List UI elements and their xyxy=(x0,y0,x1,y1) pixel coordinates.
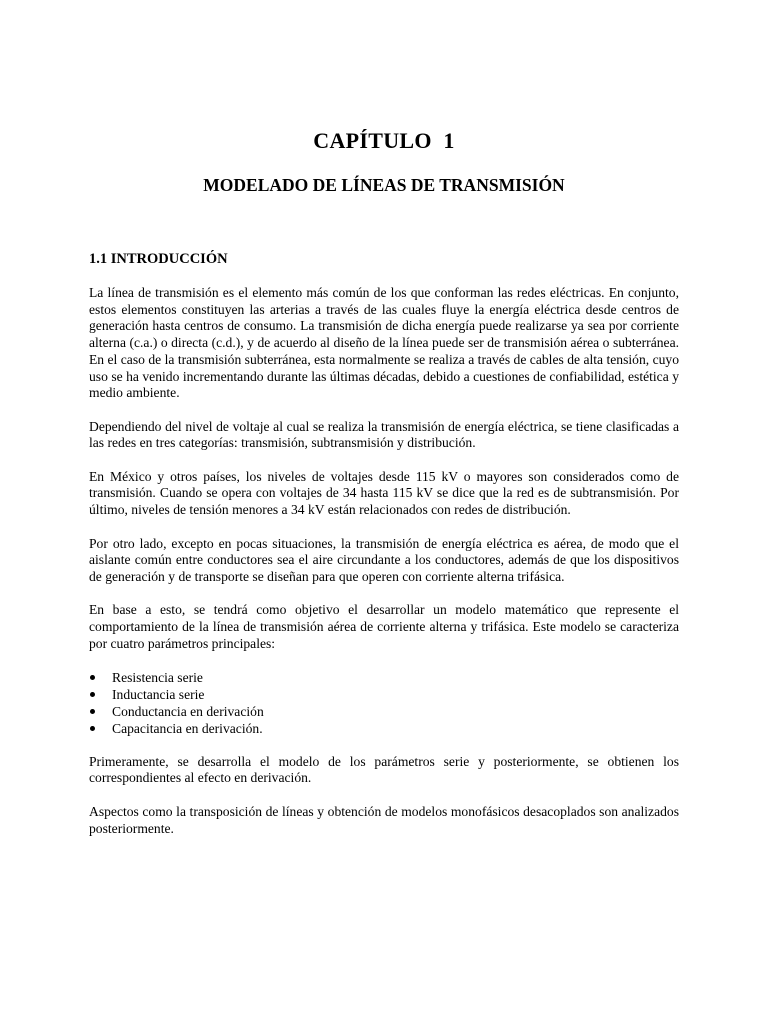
list-item-text: Capacitancia en derivación. xyxy=(112,721,263,737)
chapter-subtitle: MODELADO DE LÍNEAS DE TRANSMISIÓN xyxy=(203,175,565,195)
chapter-title: CAPÍTULO 1 xyxy=(313,128,455,153)
paragraph: Aspectos como la transposición de líneas y obtención de modelos monofásicos desacoplados son analizados posteriormente. xyxy=(89,803,679,836)
list-item xyxy=(89,669,679,686)
list-item xyxy=(89,720,679,737)
paragraph: En México y otros países, los niveles de voltajes desde 115 kV o mayores son considerados como de transmisión. Cuando se opera con voltajes de 34 hasta 115 kV se dice que la red es de subtransmisión. Por último, niveles de tensión menores a 34 kV están relacionados con redes de distribución. xyxy=(89,468,679,518)
list-item-text: Resistencia serie xyxy=(112,670,203,686)
paragraph: En base a esto, se tendrá como objetivo el desarrollar un modelo matemático que represente el comportamiento de la línea de transmisión aérea de corriente alterna y trifásica. Este modelo se caracteriza por cuatro parámetros principales: xyxy=(89,602,679,651)
bullet-icon xyxy=(90,675,95,680)
list-item xyxy=(89,686,679,703)
list-item xyxy=(89,703,679,720)
bullet-icon xyxy=(90,726,95,731)
paragraph: La línea de transmisión es el elemento más común de los que conforman las redes eléctricas. En conjunto, estos elementos constituyen las arterias a través de las cuales fluye la energía eléctrica desde centros de generación hasta centros de consumo. La transmisión de dicha energía puede realizarse ya sea por corriente alterna (c.a.) o directa (c.d.), y de acuerdo al diseño de la línea puede ser de transmisión aérea o subterránea. En el caso de la transmisión subterránea, esta normalmente se realiza a través de cables de alta tensión, cuyo uso se ha venido incrementando durante las últimas décadas, debido a cuestiones de confiabilidad, estética y medio ambiente. xyxy=(89,285,679,401)
bullet-icon xyxy=(90,709,95,714)
paragraph: Por otro lado, excepto en pocas situaciones, la transmisión de energía eléctrica es aérea, de modo que el aislante común entre conductores sea el aire circundante a los conductores, además de que los dispositivos de generación y de transporte se diseñan para que operen con corriente alterna trifásica. xyxy=(89,535,679,584)
list-item-text: Conductancia en derivación xyxy=(112,704,264,720)
body-content xyxy=(89,250,679,854)
paragraph: Dependiendo del nivel de voltaje al cual se realiza la transmisión de energía eléctrica, se tiene clasificadas a las redes en tres categorías: transmisión, subtransmisión y distribución. xyxy=(89,418,679,451)
bullet-icon xyxy=(90,692,95,697)
parameter-list xyxy=(89,669,679,737)
paragraph: Primeramente, se desarrolla el modelo de los parámetros serie y posteriormente, se obtienen los correspondientes al efecto en derivación. xyxy=(89,753,679,786)
list-item-text: Inductancia serie xyxy=(112,687,205,703)
section-heading: 1.1 INTRODUCCIÓN xyxy=(89,251,228,267)
